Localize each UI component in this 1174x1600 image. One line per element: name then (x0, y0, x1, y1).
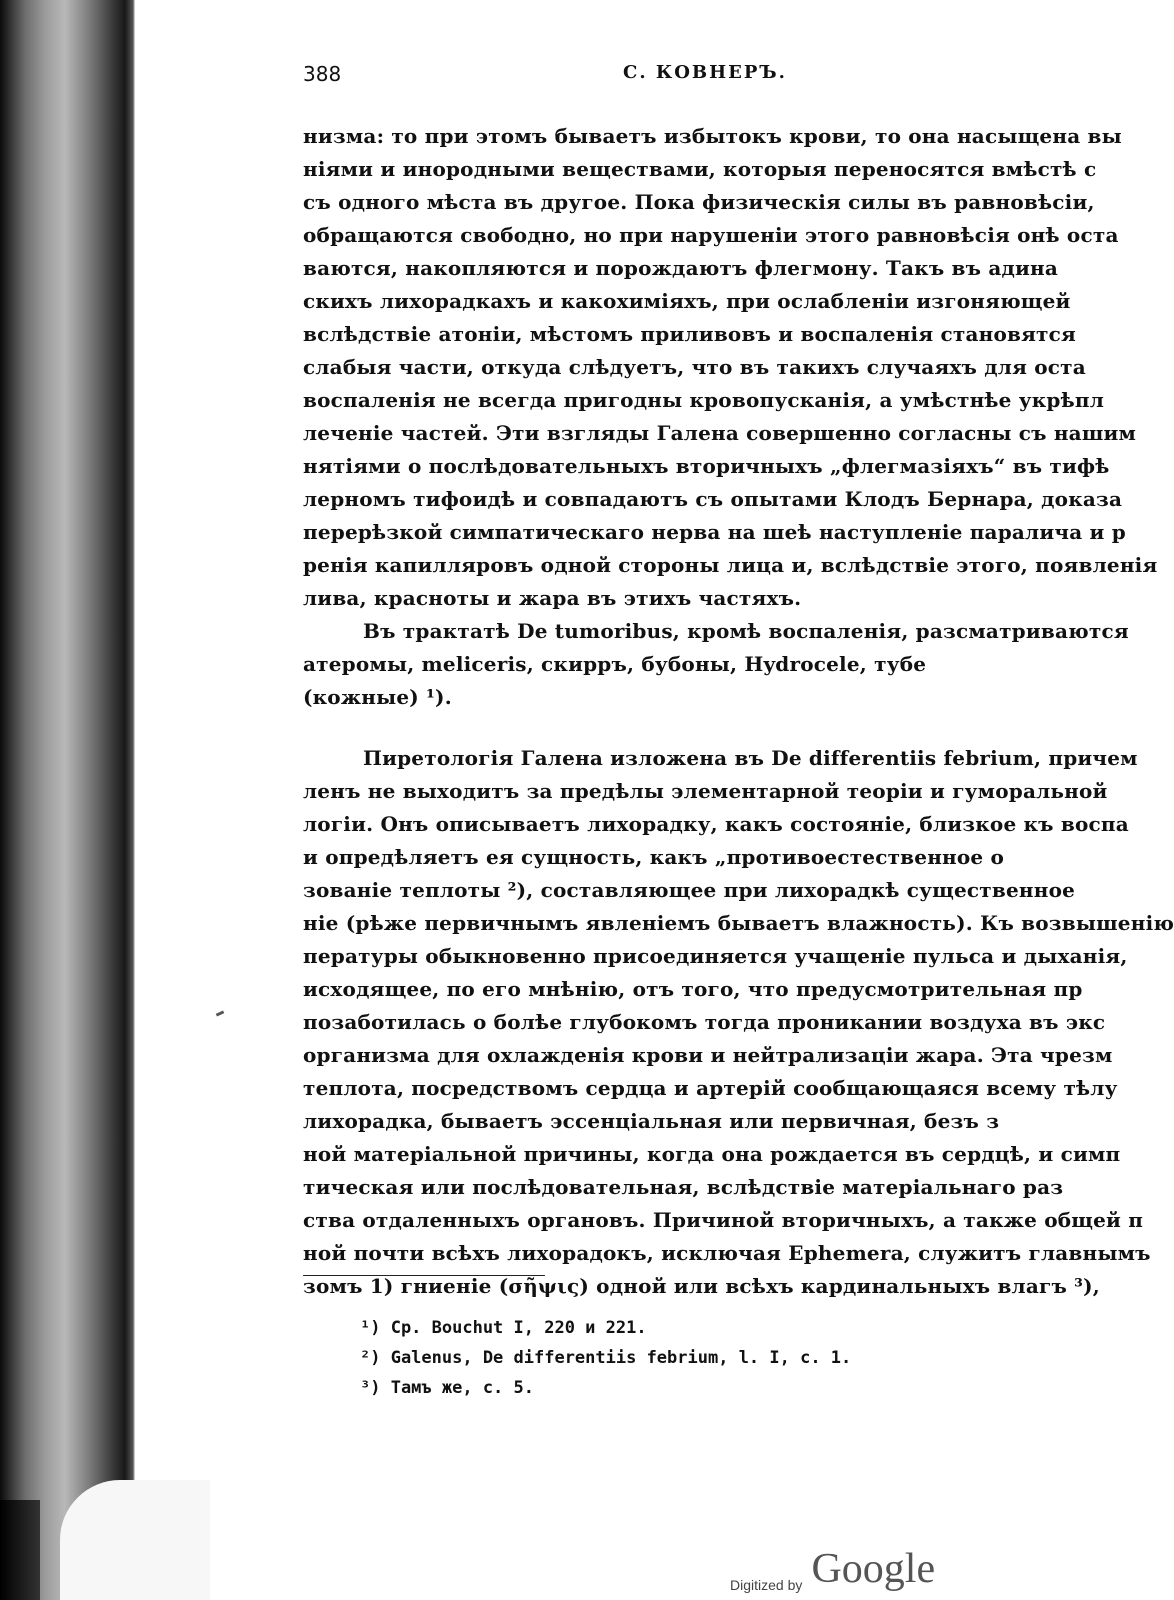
text-line: логіи. Онъ описываетъ лихорадку, какъ состояніе, близкое къ воспа (303, 812, 1129, 836)
text-line: ства отдаленныхъ органовъ. Причиной вторичныхъ, а также общей п (303, 1208, 1144, 1232)
text-line: слабыя части, откуда слѣдуетъ, что въ такихъ случаяхъ для оста (303, 355, 1086, 379)
text-line: организма для охлажденія крови и нейтрализаціи жара. Эта чрезм (303, 1043, 1113, 1067)
text-line: скихъ лихорадкахъ и какохиміяхъ, при ослабленіи изгоняющей (303, 289, 1071, 313)
running-head (303, 62, 1083, 92)
stray-mark (216, 1010, 225, 1016)
text-line: ленъ не выходитъ за предѣлы элементарной теоріи и гуморальной (303, 779, 1108, 803)
paragraph-gap (303, 714, 1083, 742)
text-line: лихорадка, бываетъ эссенціальная или первичная, безъ з (303, 1109, 1000, 1133)
text-line: вслѣдствіе атоніи, мѣстомъ приливовъ и воспаленія становятся (303, 322, 1076, 346)
text-line: позаботилась о болѣе глубокомъ тогда проникании воздуха въ экс (303, 1010, 1106, 1034)
digitized-stamp (730, 1545, 935, 1595)
running-title: С. КОВНЕРЪ. (623, 62, 787, 83)
text-line: перерѣзкой симпатическаго нерва на шеѣ наступленіе паралича и р (303, 520, 1126, 544)
text-line: лерномъ тифоидѣ и совпадаютъ съ опытами Клодъ Бернара, доказа (303, 487, 1123, 511)
text-line: обращаются свободно, но при нарушеніи этого равновѣсія онѣ оста (303, 223, 1119, 247)
text-line: низма: то при этомъ бываетъ избытокъ крови, то она насыщена вы (303, 124, 1122, 148)
text-line: воспаленія не всегда пригодны кровопусканія, а умѣстнѣе укрѣпл (303, 388, 1104, 412)
google-logo: Google (811, 1546, 936, 1592)
text-line: ніе (рѣже первичнымъ явленіемъ бываетъ влажность). Къ возвышенію (303, 911, 1174, 935)
text-line: и опредѣляетъ ея сущность, какъ „противоестественное о (303, 845, 1005, 869)
footnote: ³) Тамъ же, с. 5. (360, 1378, 534, 1398)
text-line: ной матеріальной причины, когда она рождается въ сердцѣ, и симп (303, 1142, 1121, 1166)
page-edge-blot (60, 1480, 210, 1600)
footnote: ²) Galenus, De differentiis febrium, l. I, c. 1. (360, 1348, 852, 1368)
footnote: ¹) Ср. Bouchut I, 220 и 221. (360, 1318, 647, 1338)
text-line: зомъ 1) гниеніе (σῆψις) одной или всѣхъ кардинальныхъ влагъ ³), (303, 1274, 1100, 1298)
text-line: нятіями о послѣдовательныхъ вторичныхъ „флегмазіяхъ“ въ тифѣ (303, 454, 1110, 478)
text-line: ренія капилляровъ одной стороны лица и, вслѣдствіе этого, появленія (303, 553, 1158, 577)
text-line: атеромы, meliceris, скирръ, бубоны, Hydrocele, тубе (303, 652, 927, 676)
text-line: (кожные) ¹). (303, 685, 452, 709)
text-line: пературы обыкновенно присоединяется учащеніе пульса и дыханія, (303, 944, 1128, 968)
text-line: ніями и инородными веществами, которыя переносятся вмѣстѣ с (303, 157, 1097, 181)
text-line: зованіе теплоты ²), составляющее при лихорадкѣ существенное (303, 878, 1076, 902)
text-line: Пиретологія Галена изложена въ De differentiis febrium, причем (363, 746, 1138, 770)
text-line: исходящее, по его мнѣнію, отъ того, что предусмотрительная пр (303, 977, 1083, 1001)
text-line: Въ трактатѣ De tumoribus, кромѣ воспаленія, разсматриваются (363, 619, 1129, 643)
text-line: ной почти всѣхъ лихорадокъ, исключая Ephemera, служитъ главнымъ (303, 1241, 1151, 1265)
footnote-divider (303, 1275, 545, 1276)
text-line: леченіе частей. Эти взгляды Галена совершенно согласны съ нашим (303, 421, 1137, 445)
text-line: тическая или послѣдовательная, вслѣдствіе матеріальнаго раз (303, 1175, 1064, 1199)
text-line: лива, красноты и жара въ этихъ частяхъ. (303, 586, 802, 610)
footnotes (360, 1313, 1060, 1403)
stamp-prefix: Digitized by (730, 1577, 803, 1593)
book-gutter-shadow (0, 0, 135, 1600)
body-text (303, 120, 1174, 1303)
corner-shadow (0, 1500, 40, 1600)
page-number: 388 (303, 62, 342, 86)
text-line: теплота, посредствомъ сердца и артерій сообщающаяся всему тѣлу (303, 1076, 1118, 1100)
text-line: съ одного мѣста въ другое. Пока физическія силы въ равновѣсіи, (303, 190, 1095, 214)
text-line: ваются, накопляются и порождаютъ флегмону. Такъ въ адина (303, 256, 1059, 280)
